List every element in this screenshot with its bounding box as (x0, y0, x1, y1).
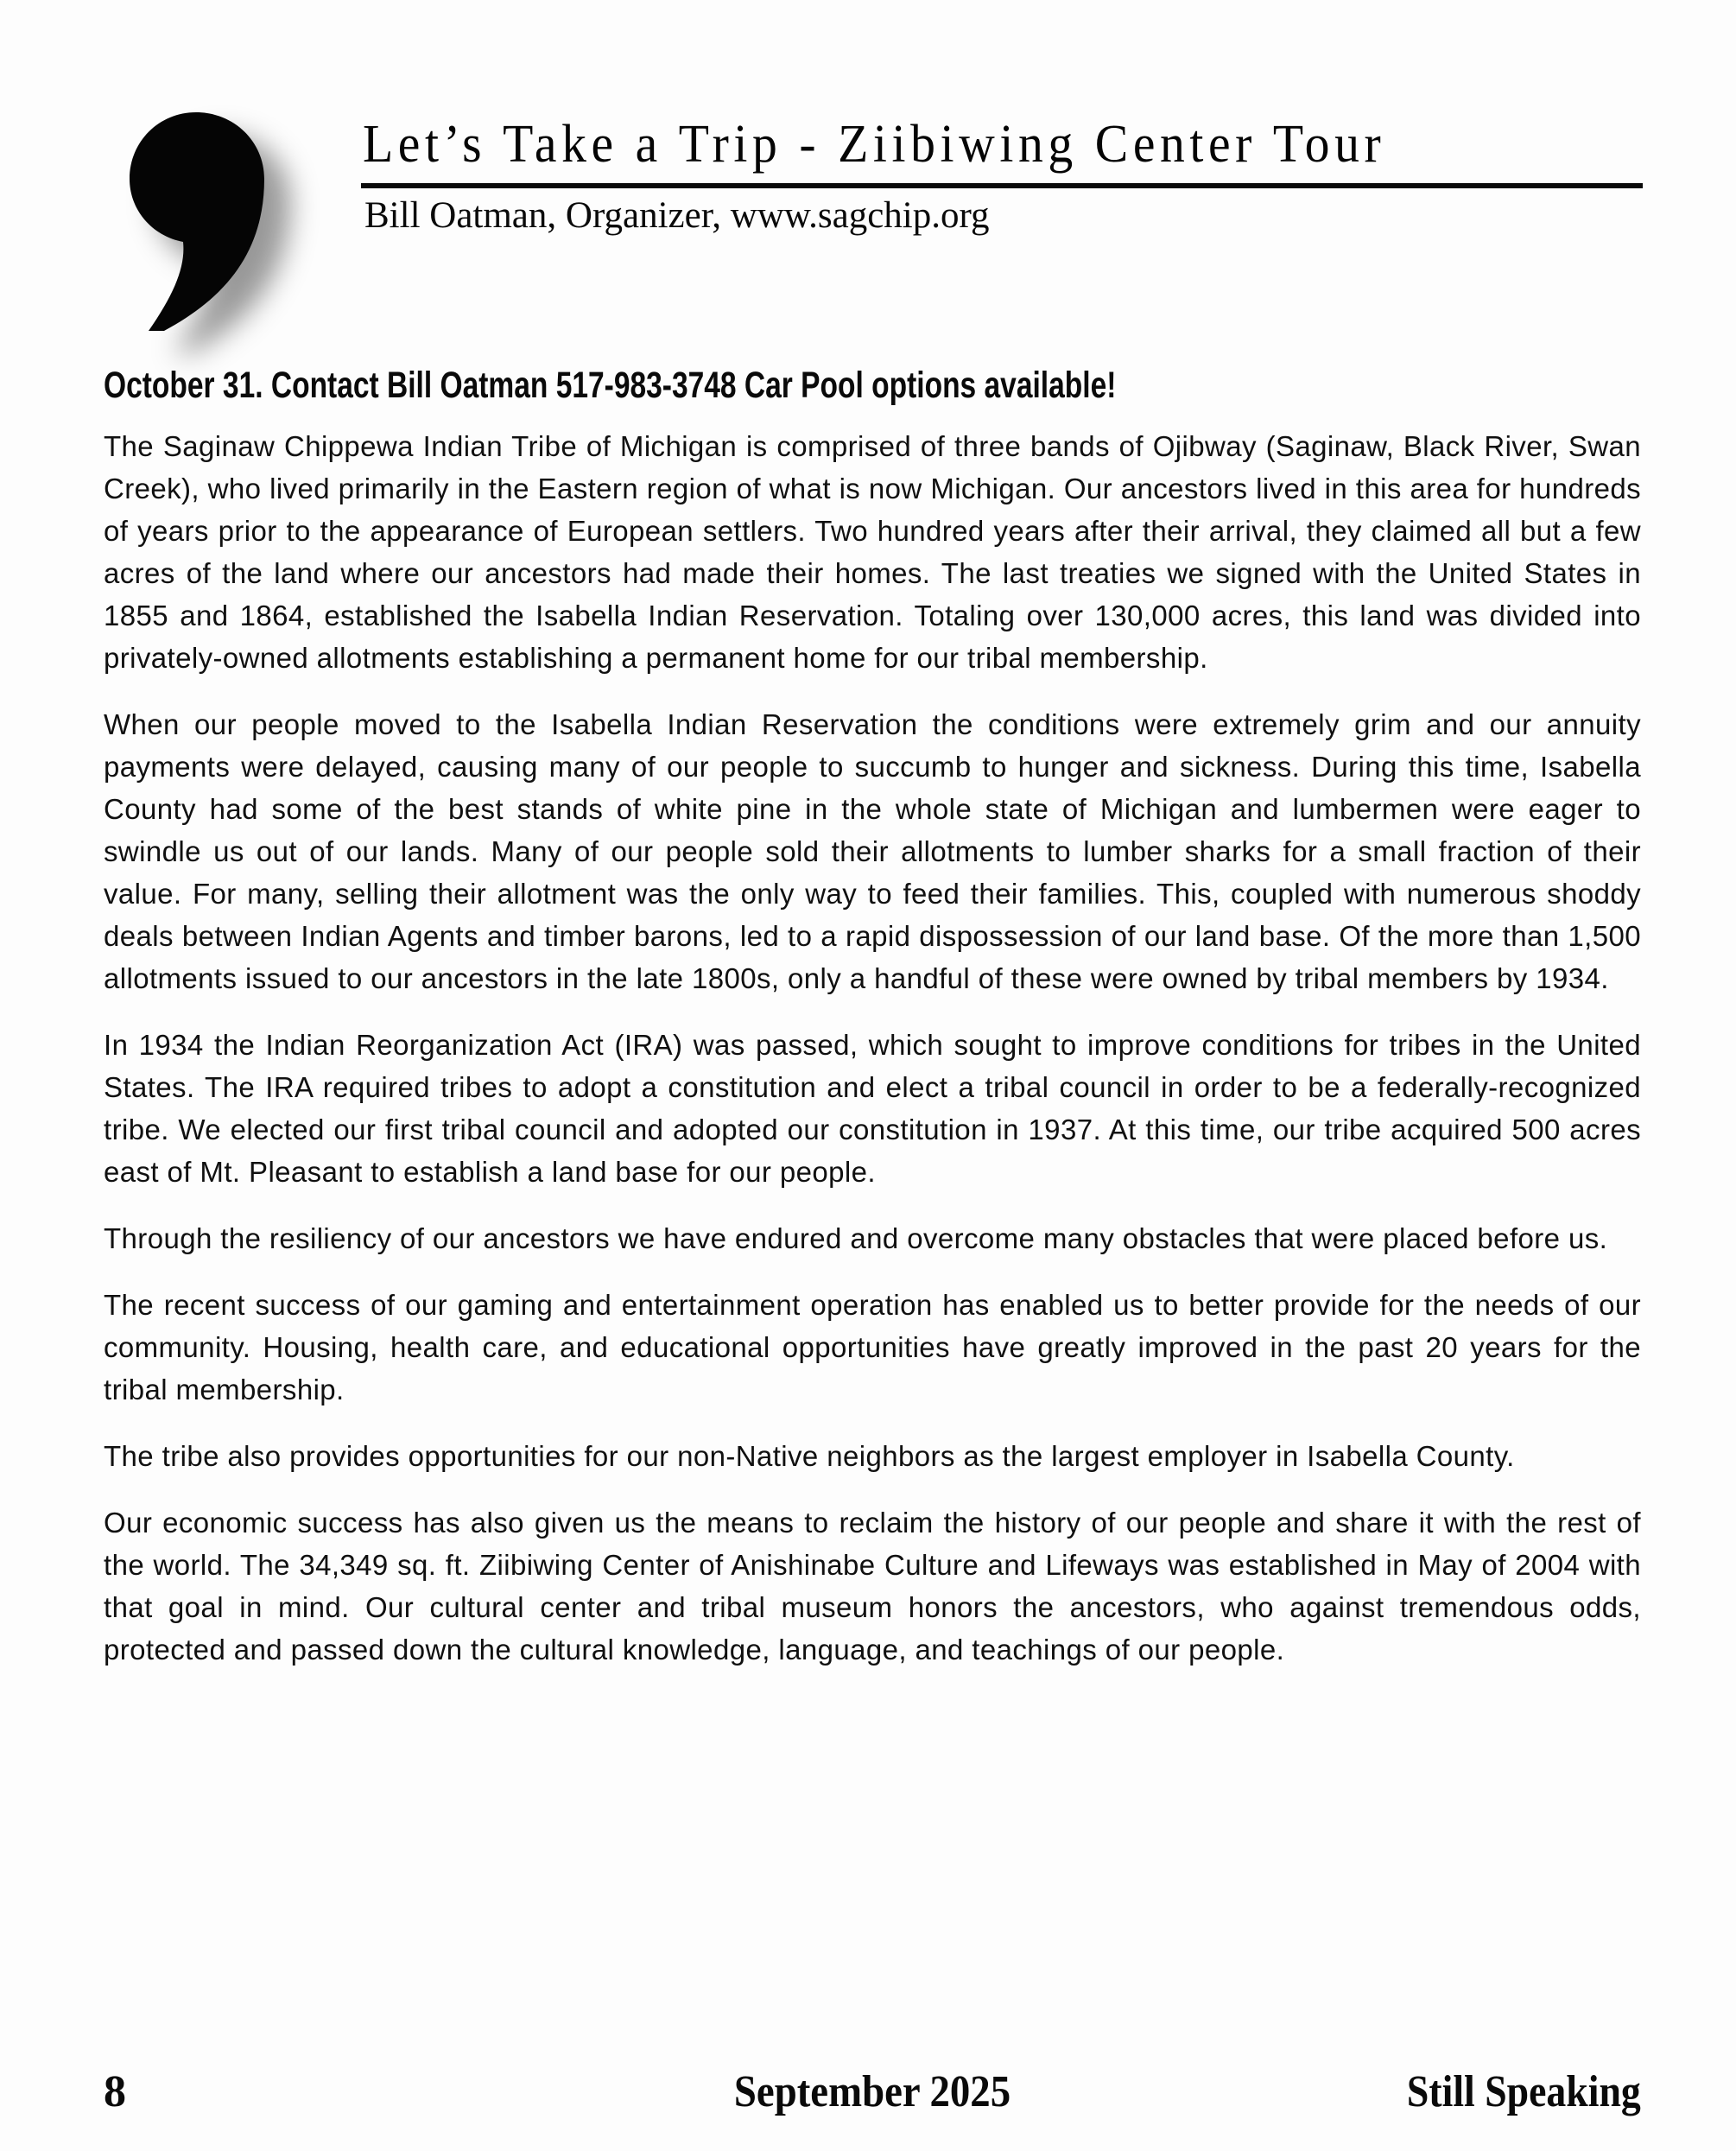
page-footer (104, 2067, 1641, 2130)
paragraph: In 1934 the Indian Reorganization Act (IRA) was passed, which sought to improve conditions for tribes in the United States. The IRA required tribes to adopt a constitution and elect a tribal council in order to be a federally-recognized tribe. We elected our first tribal council and adopted our constitution in 1937. At this time, our tribe acquired 500 acres east of Mt. Pleasant to establish a land base for our people. (104, 1029, 1641, 1188)
page-title: Let’s Take a Trip - Ziibiwing Center Tour (363, 115, 1386, 174)
title-underline-rule (361, 183, 1643, 188)
paragraph: Through the resiliency of our ancestors we have endured and overcome many obstacles that were placed before us. (104, 1222, 1608, 1254)
quote-comma-icon (130, 112, 268, 337)
paragraph: The Saginaw Chippewa Indian Tribe of Michigan is comprised of three bands of Ojibway (Saginaw, Black River, Swan Creek), who lived primarily in the Eastern region of what is now Michigan. Our ancestors lived in this area for hundreds of years prior to the appearance of European settlers. Two hundred years after their arrival, they claimed all but a few acres of the land where our ancestors had made their homes. The last treaties we signed with the United States in 1855 and 1864, established the Isabella Indian Reservation. Totaling over 130,000 acres, this land was divided into privately-owned allotments establishing a permanent home for our tribal membership. (104, 430, 1641, 674)
issue-date: September 2025 (733, 2067, 1011, 2116)
publication-name: Still Speaking (1407, 2067, 1641, 2116)
paragraph: The tribe also provides opportunities for our non-Native neighbors as the largest employer in Isabella County. (104, 1440, 1515, 1472)
paragraph: When our people moved to the Isabella Indian Reservation the conditions were extremely grim and our annuity payments were delayed, causing many of our people to succumb to hunger and sickness. During this time, Isabella County had some of the best stands of white pine in the whole state of Michigan and lumbermen were eager to swindle us out of our lands. Many of our people sold their allotments to lumber sharks for a small fraction of their value. For many, selling their allotment was the only way to feed their families. This, coupled with numerous shoddy deals between Indian Agents and timber barons, led to a rapid dispossession of our land base. Of the more than 1,500 allotments issued to our ancestors in the late 1800s, only a handful of these were owned by tribal members by 1934. (104, 708, 1641, 994)
paragraph: Our economic success has also given us the means to reclaim the history of our people and share it with the rest of the world. The 34,349 sq. ft. Ziibiwing Center of Anishinabe Culture and Lifeways was established in May of 2004 with that goal in mind. Our cultural center and tribal museum honors the ancestors, who against tremendous odds, protected and passed down the cultural knowledge, language, and teachings of our people. (104, 1507, 1641, 1666)
page-number: 8 (104, 2067, 126, 2116)
article-body (104, 425, 1641, 1695)
paragraph: The recent success of our gaming and entertainment operation has enabled us to better provide for the needs of our community. Housing, health care, and educational opportunities have greatly improved in the past 20 years for the tribal membership. (104, 1289, 1641, 1405)
event-notice: October 31. Contact Bill Oatman 517-983-3748 Car Pool options available! (104, 365, 1117, 406)
byline: Bill Oatman, Organizer, www.sagchip.org (364, 195, 990, 236)
quote-comma-glyph (130, 112, 268, 337)
